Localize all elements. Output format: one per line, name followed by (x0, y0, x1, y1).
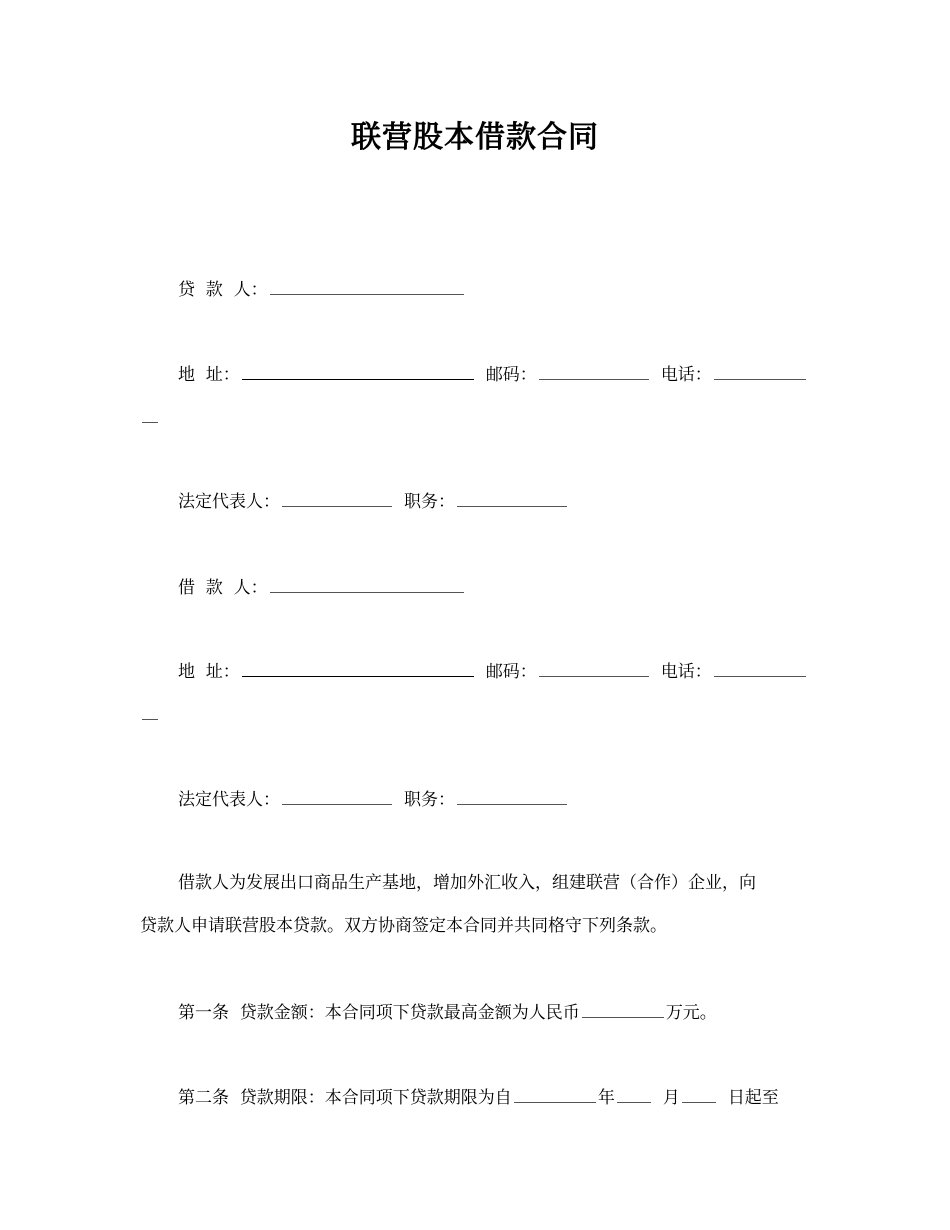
article-1-prefix: 第一条 贷款金额：本合同项下贷款最高金额为人民币 (178, 1003, 580, 1023)
article-2 (178, 1084, 779, 1110)
lender-address-label: 地 址： (178, 365, 240, 385)
loan-amount-field[interactable] (582, 999, 664, 1018)
borrower-legal-rep-field[interactable] (282, 786, 392, 805)
lender-postcode-label: 邮码： (485, 365, 537, 385)
borrower-phone-field-wrap (140, 701, 160, 727)
document-title: 联营股本借款合同 (351, 120, 599, 155)
preamble-line-1: 借款人为发展出口商品生产基地，增加外汇收入，组建联营（合作）企业，向 (178, 873, 756, 893)
lender-position-label: 职务： (404, 492, 455, 512)
borrower-line (178, 574, 466, 600)
lender-phone-field[interactable] (714, 361, 806, 380)
lender-name-field[interactable] (270, 276, 464, 295)
article-2-prefix: 第二条 贷款期限：本合同项下贷款期限为自 (178, 1088, 512, 1108)
article-2-year: 年 (597, 1088, 615, 1108)
borrower-legal-rep-label: 法定代表人： (178, 790, 280, 810)
borrower-address-label: 地 址： (178, 662, 240, 682)
borrower-position-label: 职务： (404, 790, 455, 810)
lender-legal-rep-field[interactable] (282, 488, 392, 507)
lender-position-field[interactable] (457, 488, 567, 507)
lender-rep-line (178, 488, 569, 514)
article-2-month: 月 (662, 1088, 680, 1108)
lender-postcode-field[interactable] (539, 361, 649, 380)
lender-address-field[interactable] (242, 361, 474, 380)
preamble-line-2: 贷款人申请联营股本贷款。双方协商签定本合同并共同格守下列条款。 (140, 916, 667, 936)
lender-label: 贷 款 人： (178, 280, 268, 300)
lender-phone-field-continued[interactable] (142, 404, 158, 423)
borrower-address-line (178, 658, 808, 684)
borrower-position-field[interactable] (457, 786, 567, 805)
borrower-name-field[interactable] (270, 574, 464, 593)
borrower-address-field[interactable] (242, 658, 474, 677)
borrower-label: 借 款 人： (178, 578, 268, 598)
article-2-day-from: 日起至 (727, 1088, 779, 1108)
article-1 (178, 999, 717, 1025)
article-1-suffix: 万元。 (665, 1003, 717, 1023)
borrower-phone-field[interactable] (714, 658, 806, 677)
lender-line (178, 276, 466, 302)
borrower-postcode-field[interactable] (539, 658, 649, 677)
start-month-field[interactable] (617, 1084, 651, 1103)
borrower-postcode-label: 邮码： (485, 662, 537, 682)
lender-phone-field-wrap (140, 404, 160, 430)
lender-phone-label: 电话： (660, 365, 712, 385)
start-year-field[interactable] (514, 1084, 596, 1103)
lender-legal-rep-label: 法定代表人： (178, 492, 280, 512)
borrower-phone-label: 电话： (660, 662, 712, 682)
borrower-rep-line (178, 786, 569, 812)
lender-address-line (178, 361, 808, 387)
borrower-phone-field-continued[interactable] (142, 701, 158, 720)
start-day-field[interactable] (682, 1084, 716, 1103)
